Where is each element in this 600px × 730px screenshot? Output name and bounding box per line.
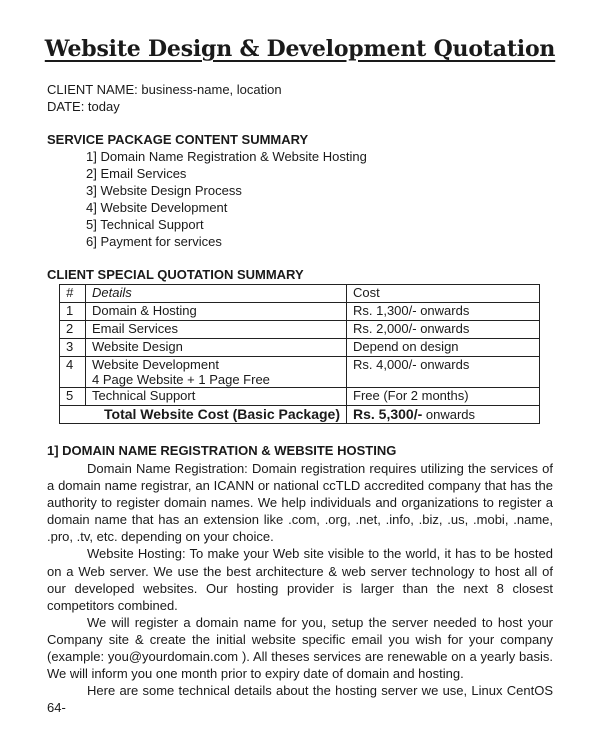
row-details: Technical Support [86, 388, 347, 406]
client-name: CLIENT NAME: business-name, location [47, 82, 282, 97]
table-row [60, 321, 540, 339]
paragraph: Here are some technical details about the hosting server we use, Linux CentOS 64- [47, 683, 553, 716]
total-amount: Rs. 5,300/- [353, 406, 423, 422]
service-item: 6] Payment for services [86, 234, 222, 249]
section1-heading: 1] DOMAIN NAME REGISTRATION & WEBSITE HOSTING [47, 443, 397, 458]
row-number: 4 [60, 357, 86, 388]
table-row [60, 339, 540, 357]
section1-body [47, 460, 553, 716]
row-number: 5 [60, 388, 86, 406]
total-row [60, 406, 540, 424]
row-number: 3 [60, 339, 86, 357]
row-details: Email Services [86, 321, 347, 339]
row-cost: Depend on design [347, 339, 540, 357]
service-item: 3] Website Design Process [86, 183, 242, 198]
service-item: 2] Email Services [86, 166, 187, 181]
service-summary-heading: SERVICE PACKAGE CONTENT SUMMARY [47, 132, 309, 147]
table-row [60, 303, 540, 321]
table-row [60, 357, 540, 388]
quotation-heading: CLIENT SPECIAL QUOTATION SUMMARY [47, 267, 304, 282]
document-title: Website Design & Development Quotation [44, 36, 556, 62]
quotation-table [59, 284, 540, 424]
row-details-line2: 4 Page Website + 1 Page Free [92, 372, 270, 387]
column-header-cost: Cost [347, 285, 540, 303]
service-item: 5] Technical Support [86, 217, 204, 232]
paragraph: Domain Name Registration: Domain registration requires utilizing the services of a domain name registrar, an ICANN or national ccTLD accredited company that has the authority to register domain names. We help individuals and organizations to register a domain name that has an extension like .com, .org, .net, .info, .biz, .us, .mobi, .name, .pro, .tv, etc. depending on your choice. [47, 461, 553, 545]
column-header-number: # [60, 285, 86, 303]
table-row [60, 388, 540, 406]
row-details-line1: Website Development [92, 357, 219, 372]
row-details: Website Design [86, 339, 347, 357]
total-suffix: onwards [422, 407, 476, 422]
paragraph: We will register a domain name for you, setup the server needed to host your Company site & create the initial website specific email you wish for your company (example: you@yourdomain.com ). All theses services are renewable on a yearly basis. We will inform you one month prior to expiry date of domain and hosting. [47, 614, 553, 682]
date-line: DATE: today [47, 99, 120, 114]
row-cost: Rs. 4,000/- onwards [347, 357, 540, 388]
paragraph: Website Hosting: To make your Web site visible to the world, it has to be hosted on a Web server. We use the best architecture & web server technology to host all of our developed websites. Our hosting provider is larger than the next 8 closest competitors combined. [47, 546, 553, 613]
total-label: Total Website Cost (Basic Package) [60, 406, 347, 424]
service-item: 1] Domain Name Registration & Website Hosting [86, 149, 367, 164]
table-header-row [60, 285, 540, 303]
row-cost: Rs. 2,000/- onwards [347, 321, 540, 339]
row-number: 1 [60, 303, 86, 321]
row-details [86, 357, 347, 388]
total-cost [347, 406, 540, 424]
row-cost: Free (For 2 months) [347, 388, 540, 406]
column-header-details: Details [86, 285, 347, 303]
row-cost: Rs. 1,300/- onwards [347, 303, 540, 321]
service-item: 4] Website Development [86, 200, 228, 215]
row-details: Domain & Hosting [86, 303, 347, 321]
row-number: 2 [60, 321, 86, 339]
